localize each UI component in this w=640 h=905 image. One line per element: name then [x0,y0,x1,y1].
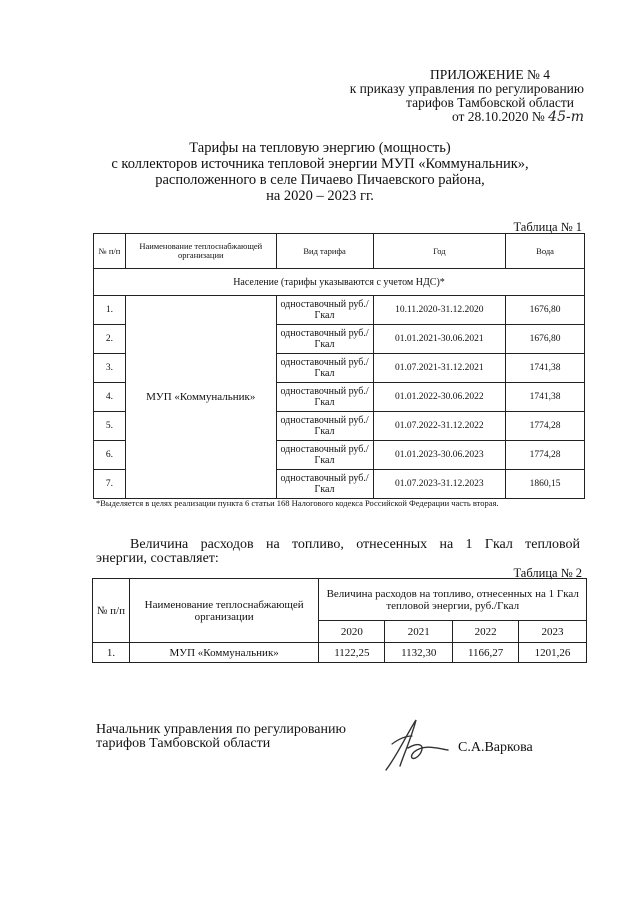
tariff-type: одноставочный руб./Гкал [276,325,373,354]
t2-row-num: 1. [93,643,130,663]
signatory-name: С.А.Варкова [458,740,533,755]
tariff-value: 1676,80 [506,325,585,354]
header-org: Наименование теплоснабжающей организации [125,234,276,269]
tariff-value: 1774,28 [506,441,585,470]
tariff-period: 01.07.2022-31.12.2022 [373,412,506,441]
table1-label: Таблица № 1 [513,220,582,234]
signatory-line-2: тарифов Тамбовской области [96,736,271,751]
t2-row-org: МУП «Коммунальник» [129,643,319,663]
row-num: 6. [94,441,126,470]
header-num: № п/п [94,234,126,269]
t2-header-value: Величина расходов на топливо, отнесенных на 1 Гкал тепловой энергии, руб./Гкал [319,579,587,621]
tariff-type: одноставочный руб./Гкал [276,383,373,412]
table-row [93,643,587,663]
tariff-value: 1774,28 [506,412,585,441]
signatory-title [96,723,346,751]
tariff-period: 01.01.2022-30.06.2022 [373,383,506,412]
population-subheader: Население (тарифы указываются с учетом НДС)* [94,269,585,296]
order-authority: тарифов Тамбовской области [406,95,574,110]
t2-header-num: № п/п [93,579,130,643]
handwritten-signature [378,714,458,776]
tariff-period: 01.01.2021-30.06.2021 [373,325,506,354]
year-2020: 2020 [319,621,385,643]
header-type: Вид тарифа [276,234,373,269]
row-num: 7. [94,470,126,499]
row-num: 2. [94,325,126,354]
tariff-value: 1676,80 [506,296,585,325]
tariff-table-header [94,234,585,269]
paragraph-line-1: Величина расходов на топливо, отнесенных на 1 Гкал тепловой [130,537,580,552]
year-2023: 2023 [519,621,587,643]
signatory-line-1: Начальник управления по регулированию [96,722,346,737]
tariff-table [93,233,585,499]
vat-footnote: *Выделяется в целях реализации пункта 6 статьи 168 Налогового кодекса Российской Федерации часть вторая. [96,498,499,508]
tariff-period: 01.07.2021-31.12.2021 [373,354,506,383]
t2-header-org: Наименование теплоснабжающей организации [129,579,319,643]
tariff-period: 10.11.2020-31.12.2020 [373,296,506,325]
table-row [94,296,585,325]
tariff-period: 01.07.2023-31.12.2023 [373,470,506,499]
title-line-4: на 2020 – 2023 гг. [266,188,374,204]
fuel-value-2020: 1122,25 [319,643,385,663]
title-line-2: с коллекторов источника тепловой энергии МУП «Коммунальник», [111,156,529,172]
title-line-1: Тарифы на тепловую энергию (мощность) [189,140,451,156]
fuel-cost-table [92,578,587,663]
tariff-type: одноставочный руб./Гкал [276,470,373,499]
tariff-type: одноставочный руб./Гкал [276,296,373,325]
row-num: 4. [94,383,126,412]
document-header [350,68,584,124]
fuel-cost-paragraph [96,538,580,566]
order-reference: к приказу управления по регулированию [349,81,584,96]
row-num: 5. [94,412,126,441]
fuel-value-2023: 1201,26 [519,643,587,663]
year-2022: 2022 [453,621,519,643]
document-title [0,140,640,204]
tariff-type: одноставочный руб./Гкал [276,412,373,441]
fuel-value-2022: 1166,27 [453,643,519,663]
tariff-value: 1860,15 [506,470,585,499]
row-num: 3. [94,354,126,383]
tariff-type: одноставочный руб./Гкал [276,441,373,470]
row-num: 1. [94,296,126,325]
header-water: Вода [506,234,585,269]
tariff-value: 1741,38 [506,383,585,412]
header-year: Год [373,234,506,269]
title-line-3: расположенного в селе Пичаево Пичаевского района, [155,172,485,188]
table2-label: Таблица № 2 [513,566,582,580]
order-date: от 28.10.2020 № [451,109,545,124]
year-2021: 2021 [385,621,453,643]
organization-name: МУП «Коммунальник» [125,296,276,499]
appendix-title: ПРИЛОЖЕНИЕ № 4 [429,67,550,82]
order-date-line [350,110,584,124]
tariff-value: 1741,38 [506,354,585,383]
paragraph-line-2: энергии, составляет: [96,551,219,566]
order-number-handwritten: 45-т [548,109,584,125]
fuel-value-2021: 1132,30 [385,643,453,663]
tariff-period: 01.01.2023-30.06.2023 [373,441,506,470]
tariff-type: одноставочный руб./Гкал [276,354,373,383]
